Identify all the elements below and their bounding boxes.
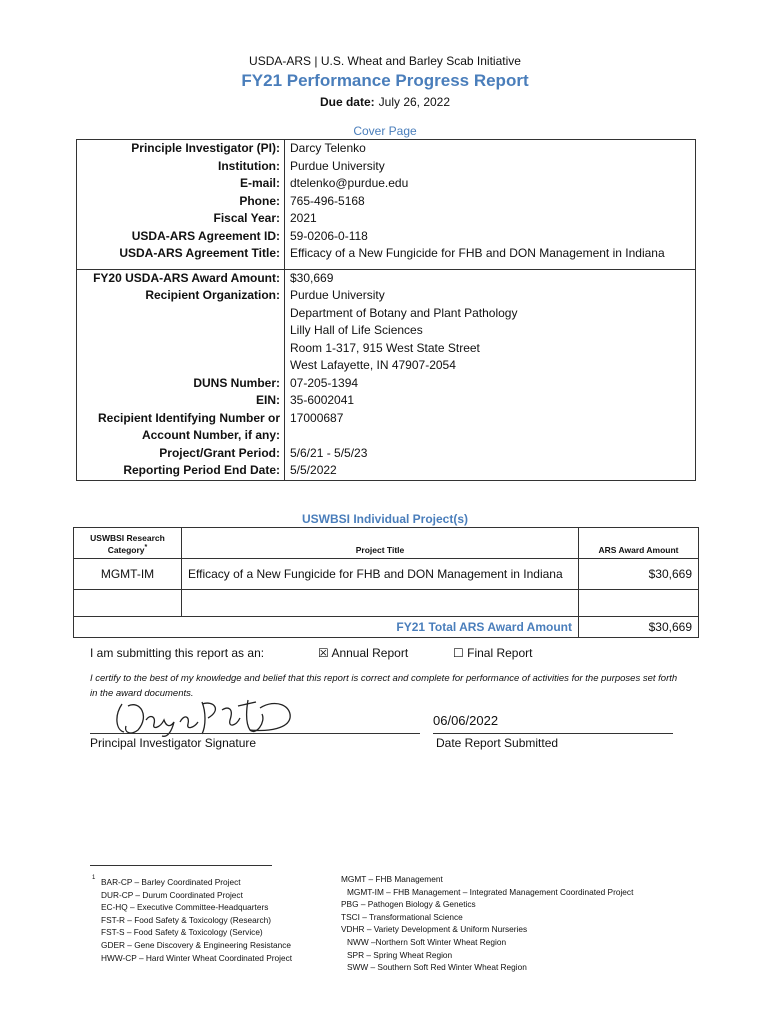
pi-value: Darcy Telenko bbox=[284, 140, 695, 158]
row-category bbox=[74, 590, 182, 617]
date-line bbox=[433, 733, 673, 734]
annual-checkbox[interactable]: ☒ bbox=[318, 646, 329, 660]
footnote-item: FST-S – Food Safety & Toxicology (Service) bbox=[101, 927, 263, 938]
cover-row bbox=[77, 210, 695, 228]
grant-period-value: 5/6/21 - 5/5/23 bbox=[284, 445, 695, 463]
date-caption: Date Report Submitted bbox=[436, 736, 559, 750]
award-amount-label: FY20 USDA-ARS Award Amount: bbox=[93, 270, 280, 285]
table-row bbox=[74, 559, 699, 590]
footnote-item: VDHR – Variety Development & Uniform Nurseries bbox=[341, 924, 528, 935]
footnote-item: FST-R – Food Safety & Toxicology (Research) bbox=[101, 914, 272, 925]
col-title-header: Project Title bbox=[182, 528, 579, 559]
annual-label: Annual Report bbox=[331, 646, 409, 660]
award-amount-value: $30,669 bbox=[284, 270, 695, 288]
cover-page-label: Cover Page bbox=[353, 124, 417, 138]
duns-label: DUNS Number: bbox=[193, 375, 280, 390]
row-title bbox=[182, 590, 579, 617]
org-line: Purdue University bbox=[290, 288, 385, 302]
ein-value: 35-6002041 bbox=[284, 392, 695, 410]
org-line: West Lafayette, IN 47907-2054 bbox=[290, 358, 456, 372]
footnote-item: SWW – Southern Soft Red Winter Wheat Region bbox=[347, 962, 527, 973]
pi-label: Principle Investigator (PI): bbox=[131, 141, 280, 155]
cover-row bbox=[77, 287, 695, 375]
recipient-id-label-line1: Recipient Identifying Number or bbox=[97, 410, 280, 425]
recipient-id-value: 17000687 bbox=[284, 410, 695, 445]
row-title: Efficacy of a New Fungicide for FHB and DON Management in Indiana bbox=[182, 559, 579, 590]
email-label: E-mail: bbox=[239, 176, 280, 190]
footnote-item: DUR-CP – Durum Coordinated Project bbox=[101, 889, 243, 900]
col-amount-header: ARS Award Amount bbox=[579, 528, 699, 559]
footnote-marker: 1 bbox=[92, 875, 96, 881]
email-value: dtelenko@purdue.edu bbox=[284, 175, 695, 193]
cover-row bbox=[77, 158, 695, 176]
cover-row bbox=[77, 245, 695, 263]
org-line: Lilly Hall of Life Sciences bbox=[290, 323, 423, 337]
final-label: Final Report bbox=[467, 646, 533, 660]
total-row bbox=[74, 617, 699, 638]
cover-row bbox=[77, 175, 695, 193]
footnote-item: EC-HQ – Executive Committee-Headquarters bbox=[101, 902, 269, 913]
footnote-item: MGMT – FHB Management bbox=[341, 874, 443, 884]
phone-value: 765-496-5168 bbox=[284, 193, 695, 211]
submission-prompt: I am submitting this report as an: bbox=[90, 646, 265, 660]
institution-value: Purdue University bbox=[284, 158, 695, 176]
footnote-item: NWW –Northern Soft Winter Wheat Region bbox=[347, 936, 507, 947]
footnote-item: TSCI – Transformational Science bbox=[341, 911, 463, 922]
cover-row bbox=[77, 270, 695, 288]
recipient-org-label: Recipient Organization: bbox=[145, 288, 280, 302]
footnotes-right bbox=[341, 873, 633, 974]
col-category-header bbox=[74, 528, 182, 559]
final-checkbox[interactable]: ☐ bbox=[453, 646, 464, 660]
footnotes-left bbox=[101, 876, 292, 964]
header-top-line: USDA-ARS | U.S. Wheat and Barley Scab Initiative bbox=[249, 54, 521, 68]
cover-row bbox=[77, 193, 695, 211]
cover-row bbox=[77, 410, 695, 445]
final-report-option[interactable] bbox=[453, 646, 532, 660]
annual-report-option[interactable] bbox=[318, 646, 408, 660]
row-category: MGMT-IM bbox=[74, 559, 182, 590]
org-line: Department of Botany and Plant Pathology bbox=[290, 305, 518, 320]
cover-row bbox=[77, 392, 695, 410]
cover-row bbox=[77, 140, 695, 158]
table-row bbox=[74, 590, 699, 617]
projects-header-row bbox=[74, 528, 699, 559]
cover-row bbox=[77, 228, 695, 246]
col-category-line2-text: Category bbox=[107, 545, 145, 555]
cover-table bbox=[76, 139, 696, 481]
footnote-item: HWW-CP – Hard Winter Wheat Coordinated Project bbox=[101, 952, 293, 963]
signature-line bbox=[90, 733, 420, 734]
fiscal-year-value: 2021 bbox=[284, 210, 695, 228]
ein-label: EIN: bbox=[256, 393, 280, 407]
signature-caption: Principal Investigator Signature bbox=[90, 736, 257, 750]
col-category-line1: USWBSI Research bbox=[90, 533, 165, 544]
agreement-title-label: USDA-ARS Agreement Title: bbox=[119, 246, 280, 260]
cover-gap bbox=[77, 263, 695, 269]
certification-text: I certify to the best of my knowledge and belief that this report is correct and complete for performance of activities for the purposes set forth in the award documents. bbox=[90, 673, 678, 699]
total-label: FY21 Total ARS Award Amount bbox=[74, 617, 579, 638]
due-date bbox=[0, 95, 770, 109]
reporting-end-value: 5/5/2022 bbox=[284, 462, 695, 480]
date-submitted-value: 06/06/2022 bbox=[433, 713, 499, 728]
footnote-rule bbox=[90, 865, 272, 866]
projects-label: USWBSI Individual Project(s) bbox=[301, 512, 469, 526]
col-category-sup: * bbox=[144, 543, 148, 552]
agreement-id-label: USDA-ARS Agreement ID: bbox=[131, 228, 280, 243]
due-date-label: Due date: bbox=[319, 95, 375, 109]
footnote-item: BAR-CP – Barley Coordinated Project bbox=[101, 877, 241, 887]
grant-period-label: Project/Grant Period: bbox=[159, 445, 280, 460]
footnote-item: SPR – Spring Wheat Region bbox=[347, 949, 453, 960]
due-date-value: July 26, 2022 bbox=[378, 95, 451, 109]
report-title: FY21 Performance Progress Report bbox=[241, 71, 529, 90]
phone-label: Phone: bbox=[239, 193, 280, 208]
recipient-id-label bbox=[77, 410, 284, 445]
projects-table bbox=[73, 527, 699, 638]
signature-image bbox=[110, 696, 300, 738]
cover-row bbox=[77, 445, 695, 463]
recipient-org-value bbox=[284, 287, 695, 375]
agreement-id-value: 59-0206-0-118 bbox=[284, 228, 695, 246]
recipient-id-label-line2: Account Number, if any: bbox=[141, 428, 280, 442]
agreement-title-value: Efficacy of a New Fungicide for FHB and DON Management in Indiana bbox=[284, 245, 695, 263]
footnote-item: GDER – Gene Discovery & Engineering Resistance bbox=[101, 939, 291, 950]
org-line: Room 1-317, 915 West State Street bbox=[290, 340, 480, 355]
total-value: $30,669 bbox=[579, 617, 699, 638]
footnote-item: PBG – Pathogen Biology & Genetics bbox=[341, 899, 476, 910]
row-amount bbox=[579, 590, 699, 617]
cover-row bbox=[77, 462, 695, 480]
col-category-line2 bbox=[80, 543, 175, 555]
reporting-end-label: Reporting Period End Date: bbox=[123, 463, 280, 477]
row-amount: $30,669 bbox=[579, 559, 699, 590]
duns-value: 07-205-1394 bbox=[284, 375, 695, 393]
fiscal-year-label: Fiscal Year: bbox=[213, 211, 280, 225]
footnote-item: MGMT-IM – FHB Management – Integrated Management Coordinated Project bbox=[347, 886, 634, 897]
institution-label: Institution: bbox=[218, 158, 280, 173]
cover-row bbox=[77, 375, 695, 393]
